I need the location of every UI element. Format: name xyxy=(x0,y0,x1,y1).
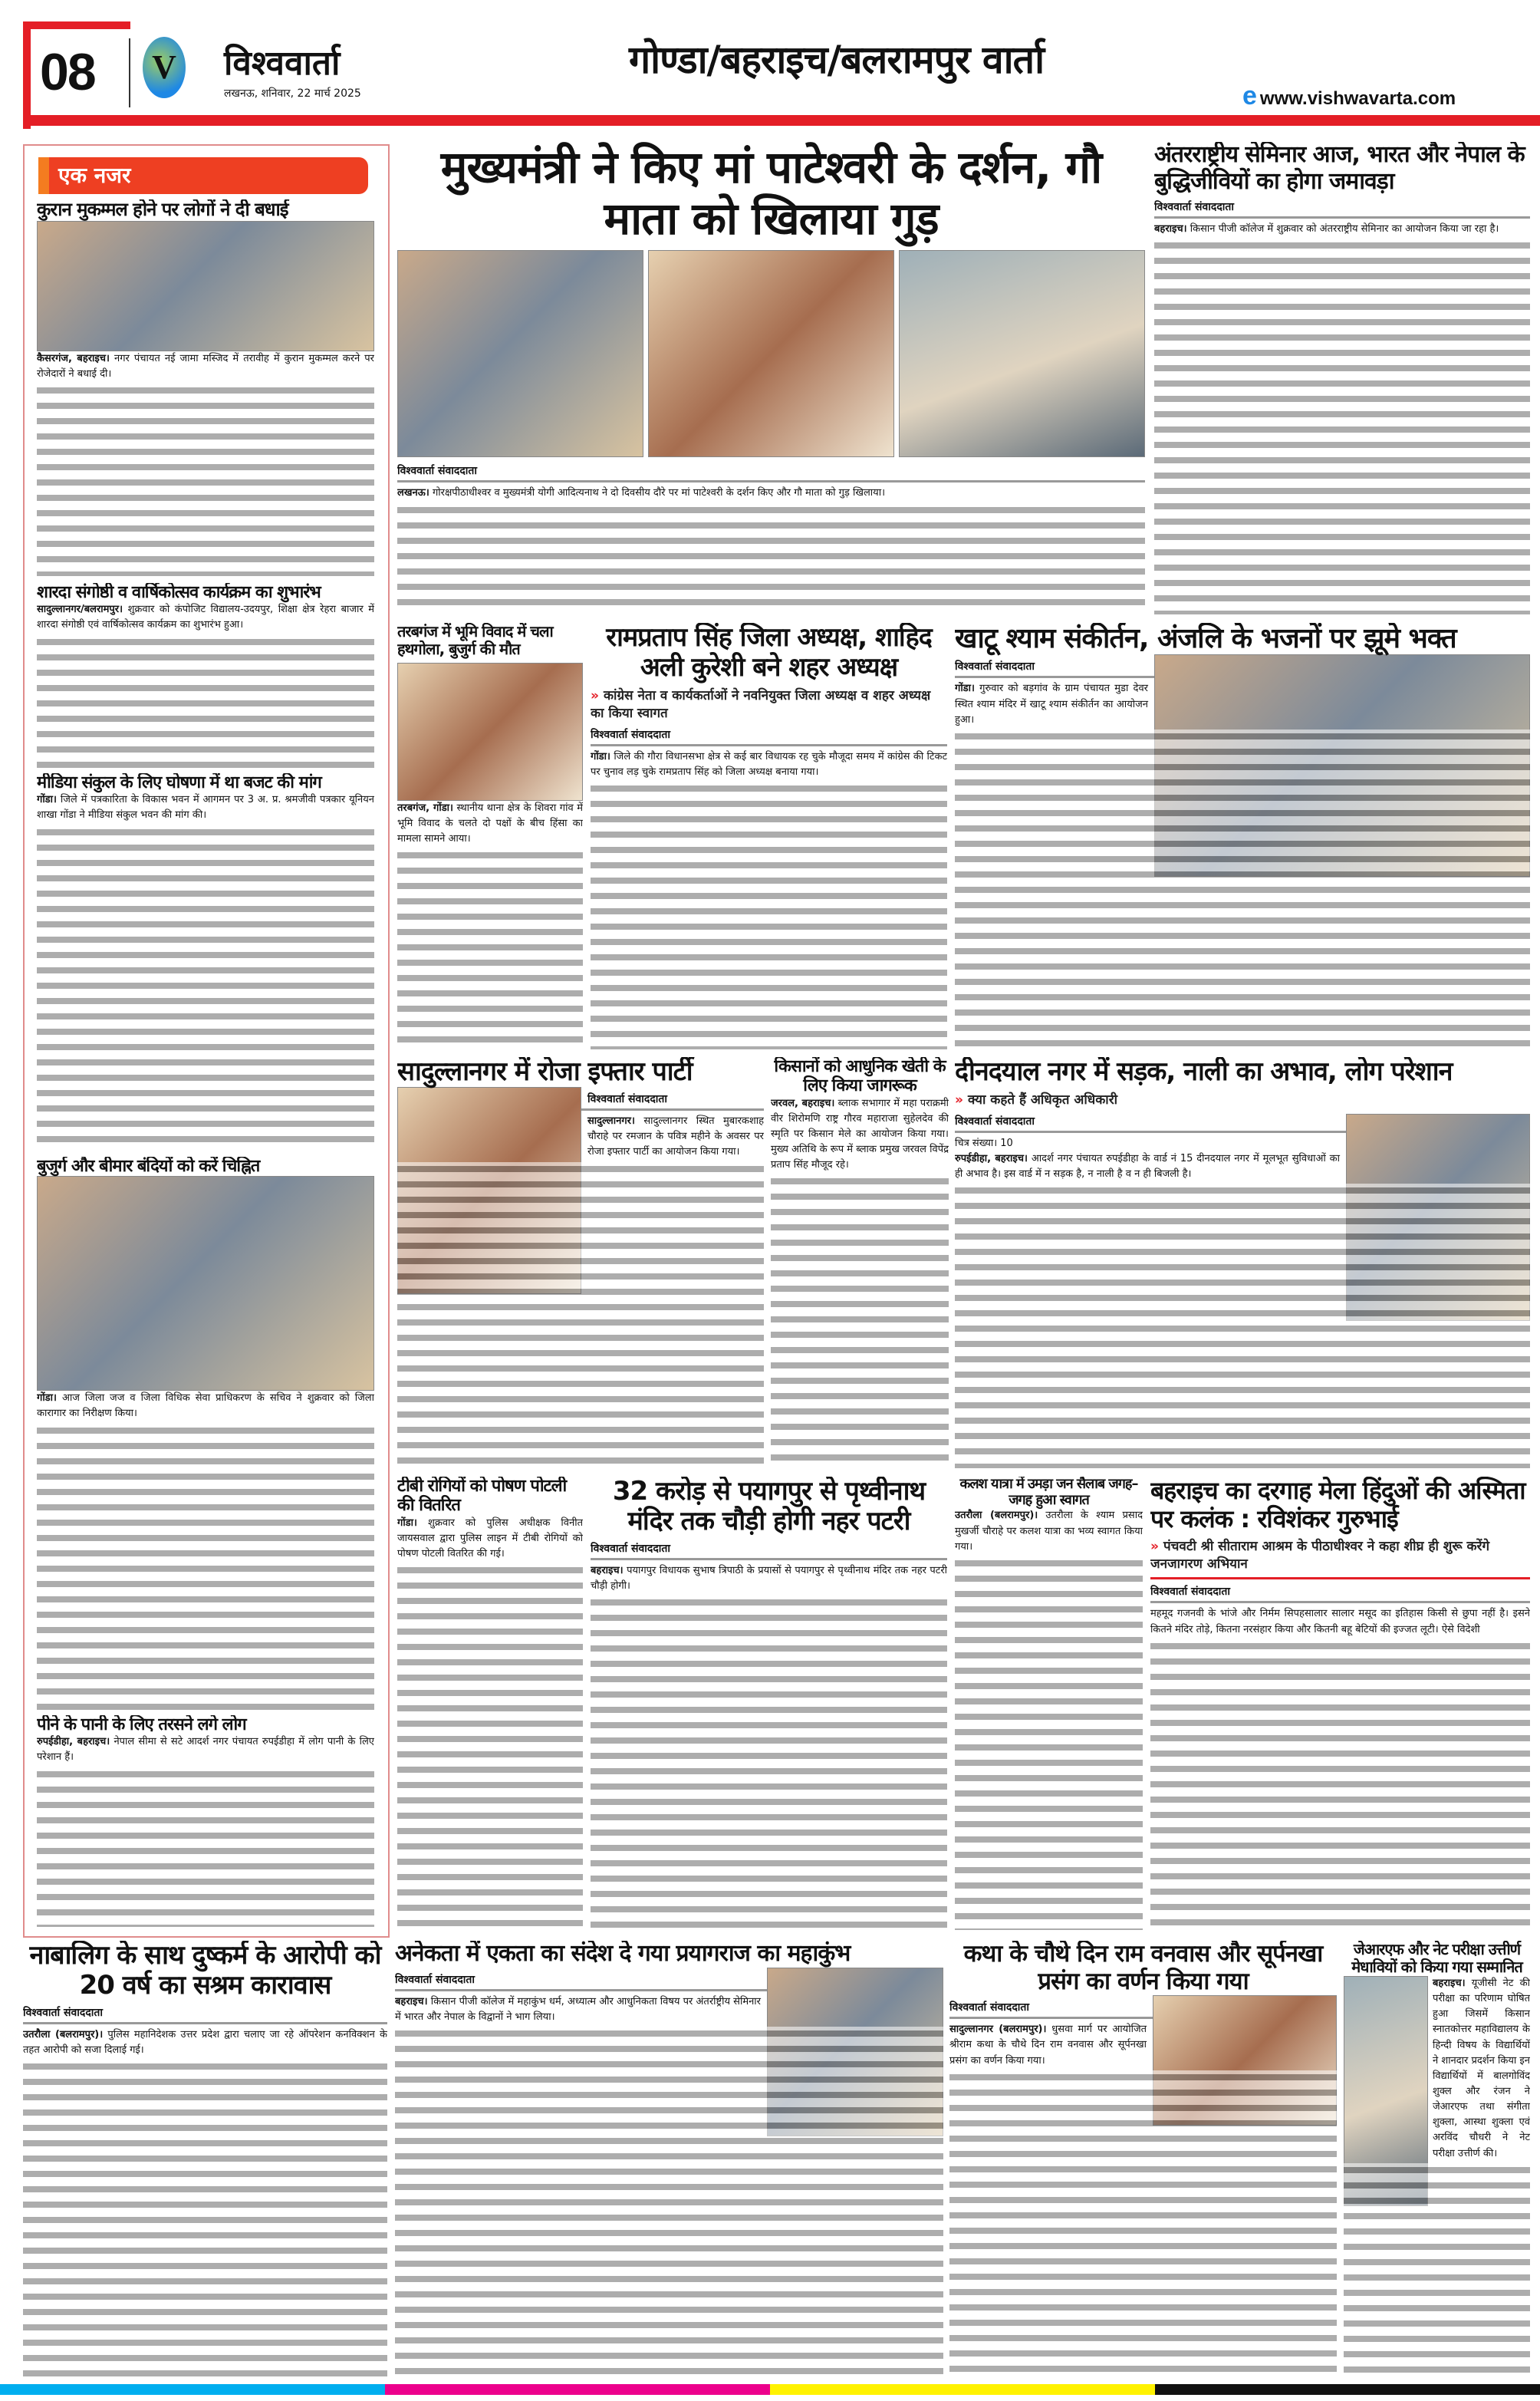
article-headline: बुजुर्ग और बीमार बंदियों को करें चिह्नित xyxy=(37,1157,260,1176)
news-photo xyxy=(397,663,583,801)
masthead-dateline: लखनऊ, शनिवार, 22 मार्च 2025 xyxy=(224,87,361,100)
article-lead xyxy=(955,1508,1143,1554)
article-text: नगर पंचायत नई जामा मस्जिद में तरावीह में कुरान मुकम्मल करने पर रोजेदारों ने बधाई दी। xyxy=(37,352,374,380)
byline: विश्ववार्ता संवाददाता xyxy=(23,2005,387,2024)
article-headline: 32 करोड़ से पयागपुर से पृथ्वीनाथ मंदिर तक चौड़ी होगी नहर पटरी xyxy=(612,1477,926,1537)
chevron-icon: » xyxy=(1150,1538,1159,1554)
article-body-text xyxy=(1150,1639,1530,1930)
article-text: जिले की गौरा विधानसभा क्षेत्र से कई बार विधायक रह चुके मौजूदा समय में कांग्रेस की टिकट पर चुनाव लड़ चुके रामप्रताप सिंह को जिला अध्यक्ष बनाया गया। xyxy=(591,751,947,779)
article-headline: नाबालिग के साथ दुष्कर्म के आरोपी को 20 वर्ष का सश्रम कारावास xyxy=(29,1941,381,2001)
byline: विश्ववार्ता संवाददाता xyxy=(949,2000,1337,2019)
article xyxy=(1154,142,1530,618)
header-rule xyxy=(23,115,1540,126)
article xyxy=(397,623,583,1052)
article-body-text xyxy=(955,1556,1143,1930)
article-headline: तरबगंज में भूमि विवाद में चला हथगोला, बुजुर्ग की मौत xyxy=(397,623,553,658)
article-dateline: बहराइच। xyxy=(395,1995,428,2007)
article-body-text xyxy=(37,1424,374,1710)
article-lead xyxy=(37,1734,374,1765)
article-headline: शारदा संगोष्ठी व वार्षिकोत्सव कार्यक्रम का शुभारंभ xyxy=(37,583,321,602)
page-number: 08 xyxy=(40,43,95,101)
article-body-text xyxy=(397,503,1145,614)
article-headline: टीबी रोगियों को पोषण पोटली की वितरित xyxy=(397,1477,567,1516)
article xyxy=(23,1941,387,2382)
article-text: महमूद गजनवी के भांजे और निर्मम सिपहसालार सालार मसूद का इतिहास किसी से छुपा नहीं है। इसने कितने मंदिर तोड़े, कितना नरसंहार किया और कितनी बहू बेटियों की इज्जत लूटी। ऐसे विदेशी xyxy=(1150,1608,1530,1635)
news-photo xyxy=(397,250,643,457)
article-headline: खाटू श्याम संकीर्तन, अंजलि के भजनों पर झूमे भक्त xyxy=(955,623,1456,654)
article-text: जिले में पत्रकारिता के विकास भवन में आगमन पर 3 अ. प्र. श्रमजीवी पत्रकार यूनियन शाखा गोंडा ने मीडिया संकुल भवन की मांग की। xyxy=(37,794,374,822)
article-dateline: गोंडा। xyxy=(955,683,975,695)
article-text: स्थानीय थाना क्षेत्र के शिवरा गांव में भूमि विवाद के चलते दो पक्षों के बीच हिंसा का मामला सामने आया। xyxy=(397,802,583,845)
article-headline: मुख्यमंत्री ने किए मां पाटेश्वरी के दर्शन, गौ माता को खिलाया गुड़ xyxy=(440,142,1102,245)
byline: विश्ववार्ता संवाददाता xyxy=(591,727,947,746)
byline: विश्ववार्ता संवाददाता xyxy=(395,1972,943,1991)
article xyxy=(1344,1941,1530,2382)
article-text: आज जिला जज व जिला विधिक सेवा प्राधिकरण के सचिव ने शुक्रवार को जिला कारागार का निरीक्षण किया। xyxy=(37,1392,374,1420)
article-lead xyxy=(37,351,374,382)
byline: विश्ववार्ता संवाददाता xyxy=(955,659,1530,678)
article xyxy=(37,583,374,771)
article xyxy=(955,1477,1143,1933)
article-headline: दीनदयाल नगर में सड़क, नाली का अभाव, लोग परेशान xyxy=(955,1057,1453,1087)
byline: विश्ववार्ता संवाददाता xyxy=(1154,199,1530,219)
section-title: गोण्डा/बहराइच/बलरामपुर वार्ता xyxy=(629,38,1045,82)
article-dateline: गोंडा। xyxy=(397,1517,417,1529)
news-photo xyxy=(648,250,894,457)
article-subhead xyxy=(955,1092,1530,1109)
news-photo xyxy=(37,1176,374,1391)
article-headline: कलश यात्रा में उमड़ा जन सैलाब जगह–जगह हुआ स्वागत xyxy=(959,1477,1138,1508)
article-body-text xyxy=(1154,239,1530,614)
article xyxy=(955,623,1530,1052)
article-text: आदर्श नगर पंचायत रुपईडीहा के वार्ड नं 15 दीनदयाल नगर में मूलभूत सुविधाओं का ही अभाव है। इस वार्ड में न सड़क है, न नाली है व न ही बिजली है। xyxy=(955,1153,1340,1181)
article-body-text xyxy=(955,1184,1530,1468)
article-dateline: सादुल्लानगर/बलरामपुर। xyxy=(37,604,123,616)
article-lead xyxy=(771,1096,949,1174)
article-body-text xyxy=(23,2060,387,2379)
article-headline: कुरान मुकम्मल होने पर लोगों ने दी बधाई xyxy=(37,199,288,220)
chevron-icon: » xyxy=(591,688,599,704)
article-lead xyxy=(591,749,947,780)
byline: विश्ववार्ता संवाददाता xyxy=(397,463,1145,483)
article xyxy=(37,1157,374,1713)
article-dateline: जरवल, बहराइच। xyxy=(771,1097,835,1109)
article-headline: अनेकता में एकता का संदेश दे गया प्रयागराज का महाकुंभ xyxy=(395,1941,851,1967)
article-body-text xyxy=(37,825,374,1150)
divider xyxy=(129,38,130,107)
article-headline: सादुल्लानगर में रोजा इफ्तार पार्टी xyxy=(397,1057,693,1087)
article-dateline: बहराइच। xyxy=(591,1565,624,1577)
article-body-text xyxy=(395,2027,943,2379)
article-lead xyxy=(397,1516,583,1562)
article-dateline: गोंडा। xyxy=(591,751,610,763)
byline: विश्ववार्ता संवाददाता xyxy=(1150,1584,1530,1603)
article-text: किसान पीजी कॉलेज में शुक्रवार को अंतरराष्ट्रीय सेमिनार का आयोजन किया जा रहा है। xyxy=(1190,223,1499,235)
masthead-title: विश्ववार्ता xyxy=(224,44,341,83)
article-body-text xyxy=(955,730,1530,1049)
byline: विश्ववार्ता संवाददाता xyxy=(591,1541,947,1560)
photo-caption: चित्र संख्या। 10 xyxy=(955,1138,1013,1150)
news-photo xyxy=(899,250,1145,457)
article-body-text xyxy=(397,1563,583,1930)
article xyxy=(37,773,374,1153)
article-dateline: गोंडा। xyxy=(37,794,57,806)
article xyxy=(591,623,947,1052)
article-headline: अंतरराष्ट्रीय सेमिनार आज, भारत और नेपाल के बुद्धिजीवियों का होगा जमावड़ा xyxy=(1154,142,1525,195)
article-text: पुलिस महानिदेशक उत्तर प्रदेश द्वारा चलाए जा रहे ऑपरेशन कनविक्शन के तहत आरोपी को सजा दिलाई गई। xyxy=(23,2029,387,2057)
chevron-icon: » xyxy=(955,1092,963,1108)
browser-icon: e xyxy=(1242,81,1257,110)
article-dateline: रुपईडीहा, बहराइच। xyxy=(955,1153,1028,1165)
article-lead xyxy=(591,1563,947,1594)
article-text: सादुल्लानगर स्थित मुबारकशाह चौराहे पर रमजान के पवित्र महीने के अवसर पर रोजा इफ्तार पार्टी का आयोजन किया गया। xyxy=(587,1115,764,1158)
article-lead xyxy=(23,2027,387,2058)
article-body-text xyxy=(397,1162,764,1468)
article-text: पयागपुर विधायक सुभाष त्रिपाठी के प्रयासों से पयागपुर से पृथ्वीनाथ मंदिर तक नहर पटरी चौड़ी होगी। xyxy=(591,1565,947,1592)
article xyxy=(397,142,1145,618)
article xyxy=(949,1941,1337,2382)
article-body-text xyxy=(591,1596,947,1930)
subhead-text: कांग्रेस नेता व कार्यकर्ताओं ने नवनियुक्त जिला अध्यक्ष व शहर अध्यक्ष का किया स्वागत xyxy=(591,688,931,722)
article-text: शुक्रवार को कंपोजिट विद्यालय-उदयपुर, शिक्षा क्षेत्र रेहरा बाजार में शारदा संगोष्ठी एवं वार्षिकोत्सव कार्यक्रम का शुभारंभ हुआ। xyxy=(37,604,374,631)
article-body-text xyxy=(771,1174,949,1468)
brand-logo-icon: V xyxy=(143,37,186,98)
article-lead xyxy=(37,1391,374,1421)
article-text: गुरुवार को बड़गांव के ग्राम पंचायत मुडा देवर स्थित श्याम मंदिर में खाटू श्याम संकीर्तन का आयोजन हुआ। xyxy=(955,683,1148,726)
article xyxy=(591,1477,947,1933)
article-lead xyxy=(37,602,374,633)
article-text: किसान पीजी कॉलेज में महाकुंभ धर्म, अध्यात्म और आधुनिकता विषय पर अंतर्राष्ट्रीय सेमिनार में भारत और नेपाल के विद्वानों ने भाग लिया। xyxy=(395,1995,761,2023)
article-dateline: उतरौला (बलरामपुर)। xyxy=(23,2029,104,2041)
byline: विश्ववार्ता संवाददाता xyxy=(955,1114,1530,1133)
article-dateline: बहराइच। xyxy=(1433,1978,1466,1989)
article-dateline: रुपईडीहा, बहराइच। xyxy=(37,1736,110,1748)
article-dateline: बहराइच। xyxy=(1154,223,1187,235)
article-text: गोरक्षपीठाधीश्वर व मुख्यमंत्री योगी आदित्यनाथ ने दो दिवसीय दौरे पर मां पाटेश्वरी के दर्शन किए और गौ माता को गुड़ खिलाया। xyxy=(432,487,886,499)
article-text: उतरौला के श्याम प्रसाद मुखर्जी चौराहे पर कलश यात्रा का भव्य स्वागत किया गया। xyxy=(955,1510,1143,1553)
article-dateline: सादुल्लानगर। xyxy=(587,1115,635,1128)
registration-color-strip xyxy=(0,2384,1540,2395)
article-dateline: उतरौला (बलरामपुर)। xyxy=(955,1510,1038,1522)
article-text: यूजीसी नेट की परीक्षा का परिणाम घोषित हुआ जिसमें किसान स्नातकोत्तर महाविद्यालय के हिन्दी विषय के विद्यार्थियों ने शानदार प्रदर्शन किया इन विद्यार्थियों में बालगोविंद शुक्ल और रंजन ने जेआरएफ तथा संगीता शुक्ला, आस्था शुक्ला एवं अरविंद चौधरी ने नेट परीक्षा उत्तीर्ण की। xyxy=(1433,1978,1530,2159)
news-photo xyxy=(37,221,374,351)
article-subhead xyxy=(1150,1538,1530,1573)
article-lead xyxy=(1154,222,1530,237)
website-url[interactable]: www.vishwavarta.com xyxy=(1259,88,1456,109)
article xyxy=(37,199,374,579)
article-dateline: गोंडा। xyxy=(37,1392,57,1405)
article-lead xyxy=(37,792,374,823)
article-dateline: कैसरगंज, बहराइच। xyxy=(37,352,110,364)
article-body-text xyxy=(37,635,374,768)
article-text: नेपाल सीमा से सटे आदर्श नगर पंचायत रुपईडीहा में लोग पानी के लिए परेशान हैं। xyxy=(37,1736,374,1764)
article-dateline: सादुल्लानगर (बलरामपुर)। xyxy=(949,2024,1047,2036)
article-headline: बहराइच का दरगाह मेला हिंदुओं की अस्मिता पर कलंक : रविशंकर गुरुभाई xyxy=(1150,1477,1525,1533)
article-headline: रामप्रताप सिंह जिला अध्यक्ष, शाहिद अली कुरेशी बने शहर अध्यक्ष xyxy=(606,623,932,683)
article-text: शुक्रवार को पुलिस अधीक्षक विनीत जायसवाल द्वारा पुलिस लाइन में टीबी रोगियों को पोषण पोटली वितरित की गई। xyxy=(397,1517,583,1559)
sidebar-label: एक नजर xyxy=(38,157,368,194)
article-headline: जेआरएफ और नेट परीक्षा उत्तीर्ण मेधावियों को किया गया सम्मानित xyxy=(1351,1941,1522,1976)
article-body-text xyxy=(37,1767,374,1927)
article-dateline: लखनऊ। xyxy=(397,487,429,499)
article xyxy=(397,1057,764,1471)
article xyxy=(37,1715,374,1930)
article-body-text xyxy=(1344,2163,1530,2379)
article-body-text xyxy=(397,848,583,1049)
article-headline: पीने के पानी के लिए तरसने लगे लोग xyxy=(37,1715,246,1734)
article xyxy=(771,1057,949,1471)
article-text: धुसवा मार्ग पर आयोजित श्रीराम कथा के चौथे दिन राम वनवास और सूर्पनखा प्रसंग का वर्णन किया गया। xyxy=(949,2024,1147,2067)
article-subhead xyxy=(591,687,947,723)
article-dateline: तरबगंज, गोंडा। xyxy=(397,802,453,814)
article-lead xyxy=(397,486,1145,501)
article-headline: मीडिया संकुल के लिए घोषणा में था बजट की मांग xyxy=(37,773,321,792)
photo-row xyxy=(397,250,1145,457)
article-headline: कथा के चौथे दिन राम वनवास और सूर्पनखा प्रसंग का वर्णन किया गया xyxy=(963,1941,1323,1995)
article-text: ब्लाक सभागार में महा पराक्रमी वीर शिरोमणि राष्ट्र गौरव महाराजा सुहेलदेव की स्मृति पर किसान मेले का आयोजन किया गया। मुख्य अतिथि के रूप में ब्लाक प्रमुख जरवल विपेंद्र प्रताप सिंह मौजूद रहे। xyxy=(771,1097,949,1171)
article xyxy=(395,1941,943,2382)
subhead-text: क्या कहते हैं अधिकृत अधिकारी xyxy=(967,1092,1118,1108)
byline: विश्ववार्ता संवाददाता xyxy=(397,1092,764,1111)
subhead-text: पंचवटी श्री सीताराम आश्रम के पीठाधीश्वर ने कहा शीघ्र ही शुरू करेंगे जनजागरण अभियान xyxy=(1150,1538,1490,1572)
website-link[interactable] xyxy=(1242,81,1456,111)
article-body-text xyxy=(949,2070,1337,2379)
article xyxy=(1150,1477,1530,1933)
article-body-text xyxy=(37,384,374,576)
article xyxy=(955,1057,1530,1471)
article-lead xyxy=(397,801,583,847)
article-headline: किसानों को आधुनिक खेती के लिए किया जागरूक xyxy=(774,1057,946,1096)
divider xyxy=(1150,1577,1530,1579)
article-lead xyxy=(1150,1606,1530,1637)
article-body-text xyxy=(591,782,947,1049)
article xyxy=(397,1477,583,1933)
